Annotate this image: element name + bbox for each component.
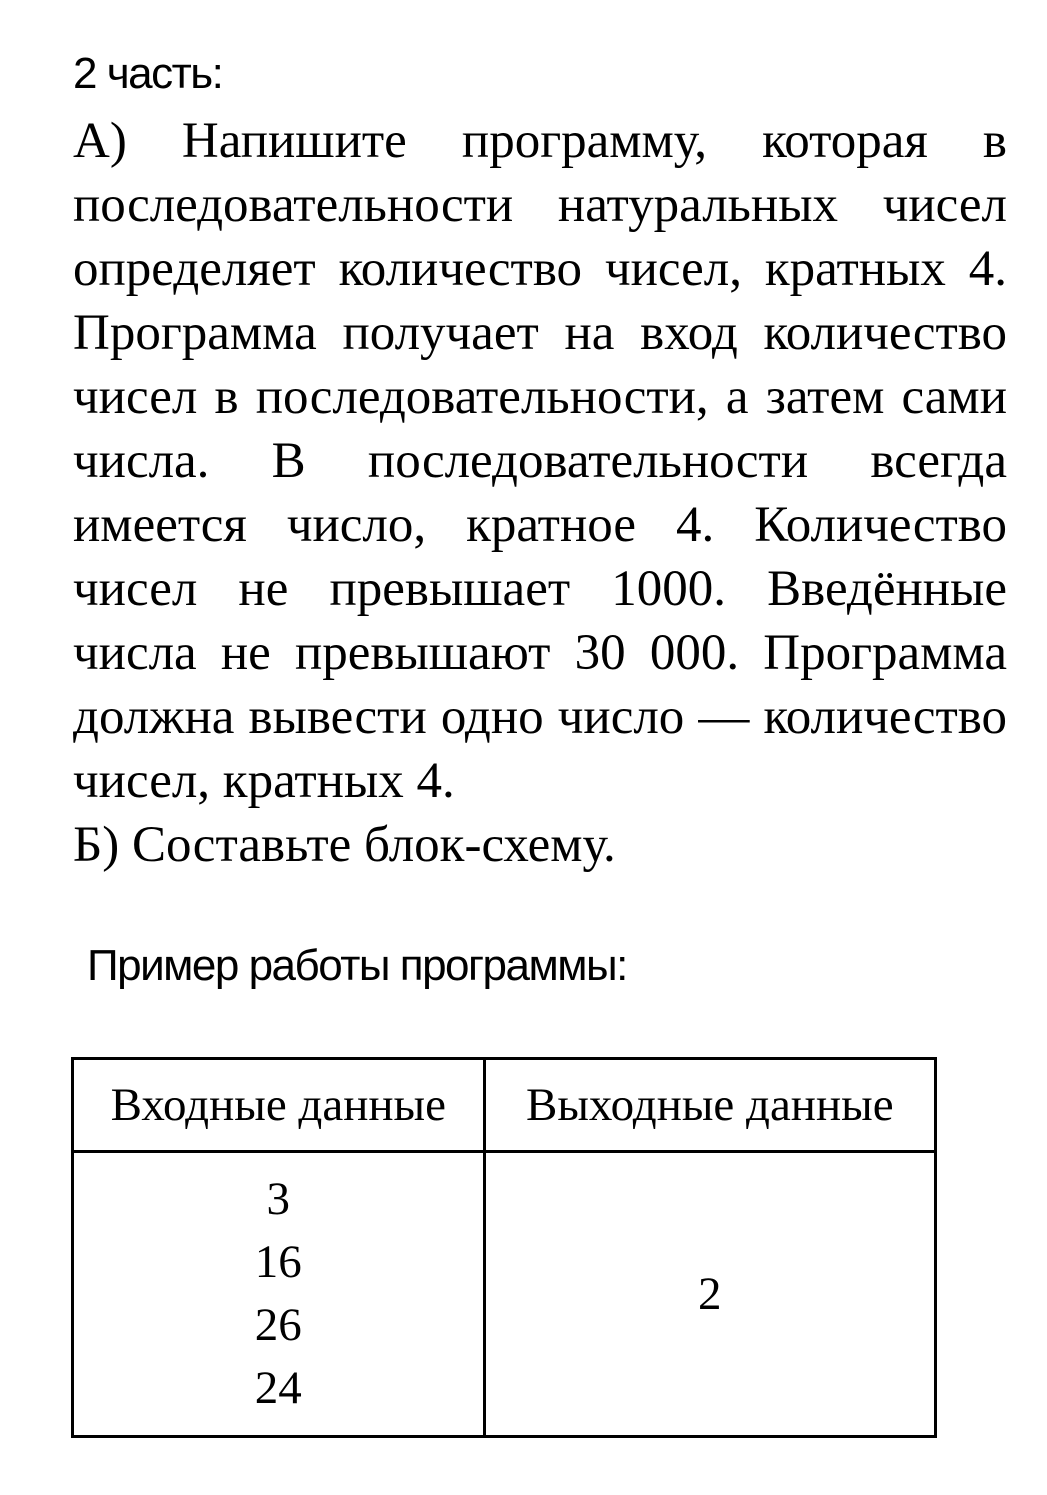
example-heading: Пример работы программы: — [87, 941, 627, 990]
example-table — [71, 1057, 937, 1438]
input-value: 3 — [266, 1173, 291, 1225]
input-value: 16 — [254, 1236, 302, 1288]
task-part-a: А) Напишите программу, которая в последовательности натуральных чисел определяет количество чисел, кратных 4. Программа получает на вход количество чисел в последовательности, а затем сами числа. В последовательности всегда имеется число, кратное 4. Количество чисел не превышает 1000. Введённые числа не превышают 30 000. Программа должна вывести одно число — количество чисел, кратных 4. — [73, 113, 1007, 809]
task-text — [73, 109, 1007, 877]
input-value: 24 — [254, 1362, 302, 1414]
input-cell — [73, 1152, 485, 1437]
input-value: 26 — [254, 1299, 302, 1351]
column-header-input: Входные данные — [73, 1059, 485, 1152]
table-row — [73, 1152, 936, 1437]
column-header-output: Выходные данные — [484, 1059, 935, 1152]
input-values — [74, 1168, 483, 1420]
table-header-row — [73, 1059, 936, 1152]
task-part-b: Б) Составьте блок-схему. — [73, 817, 616, 873]
part-heading: 2 часть: — [73, 49, 223, 98]
output-cell: 2 — [484, 1152, 935, 1437]
